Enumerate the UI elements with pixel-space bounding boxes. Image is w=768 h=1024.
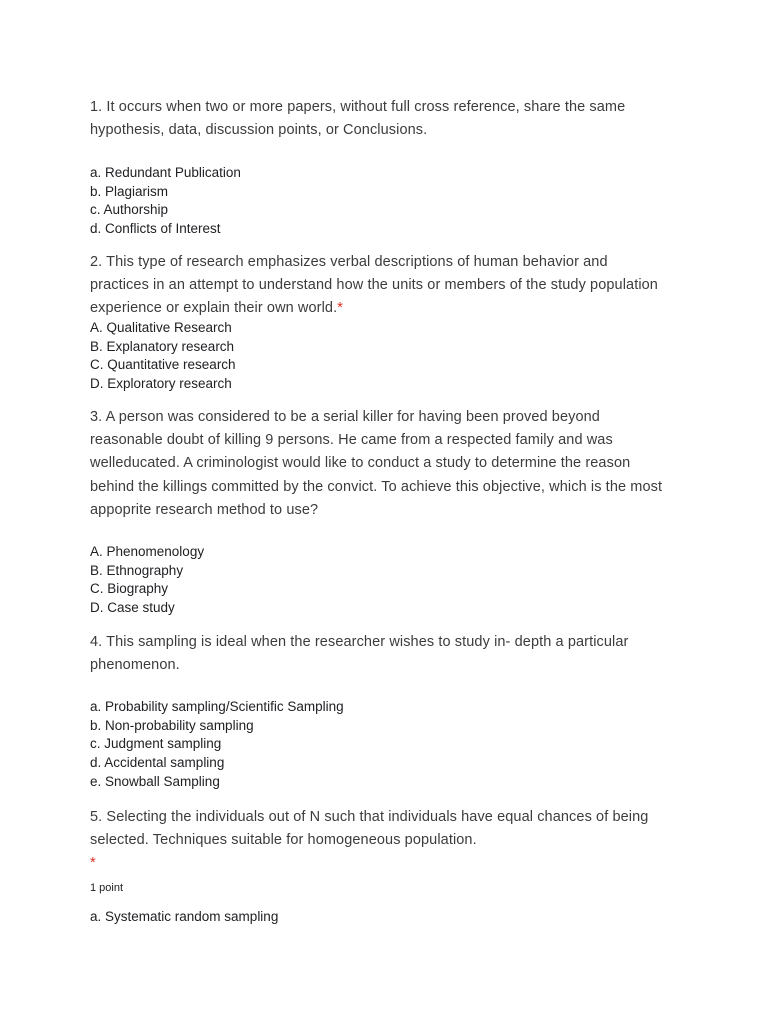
question-text-segment: experience or explain their own world. <box>90 300 338 317</box>
question-text-line: hypothesis, data, discussion points, or Conclusions. <box>90 122 428 139</box>
question-5-text <box>90 806 690 876</box>
option-item: c. Judgment sampling <box>90 736 222 752</box>
option-item: b. Non-probability sampling <box>90 717 254 733</box>
option-item: C. Biography <box>90 581 169 597</box>
question-1-options <box>90 164 690 239</box>
required-asterisk: * <box>90 855 96 872</box>
option-item: D. Case study <box>90 600 175 616</box>
required-asterisk: * <box>337 300 343 317</box>
option-item: B. Explanatory research <box>90 338 235 354</box>
question-2-text <box>90 251 690 321</box>
question-text-line: behind the killings committed by the convict. To achieve this objective, which is the most <box>90 478 663 495</box>
question-text-line: 4. This sampling is ideal when the researcher wishes to study in- depth a particular <box>90 634 629 650</box>
option-item: a. Redundant Publication <box>90 165 241 180</box>
option-item: D. Exploratory research <box>90 376 232 392</box>
question-2 <box>90 251 690 321</box>
question-text-line: 2. This type of research emphasizes verbal descriptions of human behavior and <box>90 254 608 270</box>
question-1-text <box>90 96 690 142</box>
option-item: d. Accidental sampling <box>90 755 225 771</box>
option-item: a. Probability sampling/Scientific Sampling <box>90 699 344 714</box>
question-1 <box>90 96 690 142</box>
question-5-points <box>90 882 690 894</box>
question-3-text <box>90 406 690 522</box>
question-text-line: phenomenon. <box>90 657 180 674</box>
question-text-line: practices in an attempt to understand how the units or members of the study population <box>90 277 658 294</box>
question-text-line: 1. It occurs when two or more papers, without full cross reference, share the same <box>90 99 626 115</box>
question-3-options <box>90 543 690 618</box>
option-item: A. Phenomenology <box>90 544 205 559</box>
option-item: C. Quantitative research <box>90 357 236 373</box>
question-text-line: 5. Selecting the individuals out of N such that individuals have equal chances of being <box>90 809 649 825</box>
option-item: b. Plagiarism <box>90 183 169 199</box>
question-text-line: selected. Techniques suitable for homogeneous population. <box>90 832 477 849</box>
question-text-line: reasonable doubt of killing 9 persons. He came from a respected family and was <box>90 432 613 449</box>
question-4-text <box>90 631 690 677</box>
question-text-line: welleducated. A criminologist would like to conduct a study to determine the reason <box>90 455 631 472</box>
points-label: 1 point <box>90 882 124 894</box>
option-item: d. Conflicts of Interest <box>90 221 221 237</box>
question-5 <box>90 806 690 876</box>
option-item: B. Ethnography <box>90 562 184 578</box>
question-text-line: 3. A person was considered to be a serial killer for having been proved beyond <box>90 409 600 425</box>
question-5-options <box>90 908 690 927</box>
option-item: a. Systematic random sampling <box>90 909 279 924</box>
question-4 <box>90 631 690 677</box>
option-item: e. Snowball Sampling <box>90 773 220 789</box>
question-text-line <box>90 297 690 320</box>
option-item: A. Qualitative Research <box>90 320 232 335</box>
question-3 <box>90 406 690 522</box>
option-item: c. Authorship <box>90 202 169 218</box>
question-text-line: appoprite research method to use? <box>90 501 319 518</box>
question-2-options <box>90 319 690 394</box>
question-4-options <box>90 698 690 792</box>
